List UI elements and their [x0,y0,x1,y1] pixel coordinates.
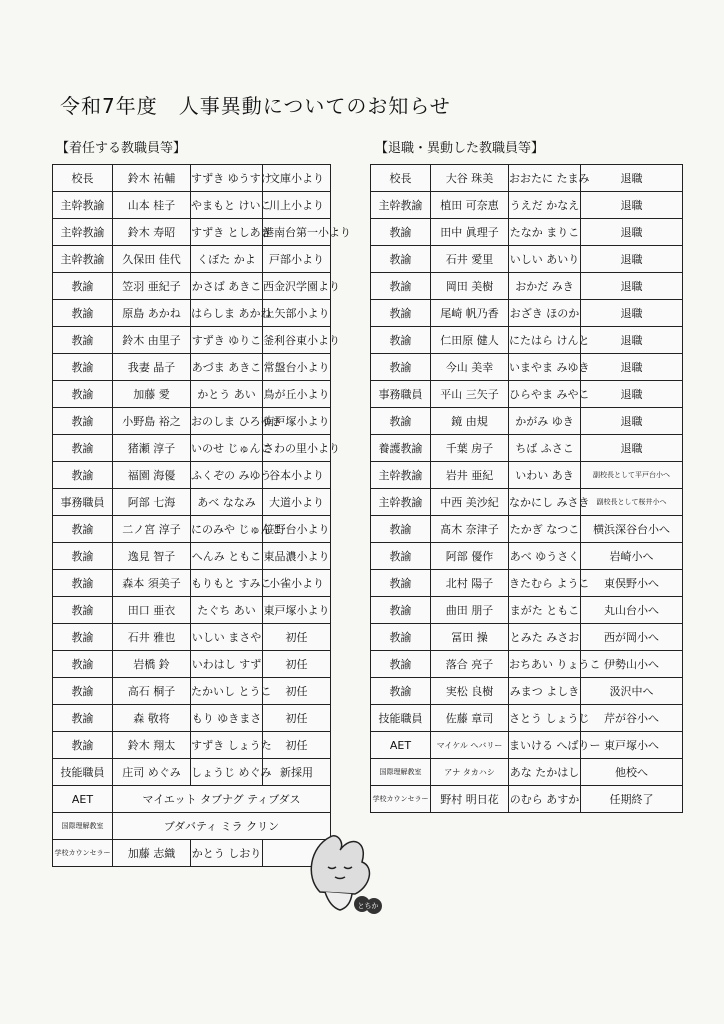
position-cell: 主幹教諭 [371,462,431,489]
previous-school-cell: 文庫小より [263,165,331,192]
kana-cell: うえだ かなえ [509,192,581,219]
name-cell: 森本 須美子 [113,570,191,597]
name-cell: 千葉 房子 [431,435,509,462]
position-cell: 教諭 [53,543,113,570]
kana-cell: かさば あきこ [191,273,263,300]
destination-cell: 丸山台小へ [581,597,683,624]
previous-school-cell: 初任 [263,624,331,651]
name-cell: マイケル ヘバリー [431,732,509,759]
name-cell: 二ノ宮 淳子 [113,516,191,543]
name-cell: 岩井 亜紀 [431,462,509,489]
position-cell: 教諭 [371,543,431,570]
kana-cell: くぼた かよ [191,246,263,273]
position-cell: 教諭 [53,327,113,354]
kana-cell: たかいし とうこ [191,678,263,705]
table-row [371,651,683,678]
destination-cell: 退職 [581,327,683,354]
previous-school-cell: 初任 [263,705,331,732]
kana-cell: たぐち あい [191,597,263,624]
position-cell: 教諭 [53,273,113,300]
table-row [53,759,331,786]
position-cell: 技能職員 [53,759,113,786]
destination-cell: 芹が谷小へ [581,705,683,732]
table-row [53,246,331,273]
position-cell: 主幹教諭 [53,192,113,219]
previous-school-cell: 小雀小より [263,570,331,597]
position-cell: 教諭 [371,678,431,705]
table-row [371,462,683,489]
name-cell: 我妻 晶子 [113,354,191,381]
name-cell: 鈴木 祐輔 [113,165,191,192]
kana-cell: おのしま ひろゆき [191,408,263,435]
kana-cell: にのみや じゅんこ [191,516,263,543]
name-cell: 加藤 志織 [113,840,191,867]
destination-cell: 退職 [581,435,683,462]
previous-school-cell: 西金沢学園より [263,273,331,300]
destination-cell: 副校長として平戸台小へ [581,462,683,489]
destination-cell: 伊勢山小へ [581,651,683,678]
name-cell: 加藤 愛 [113,381,191,408]
position-cell: 教諭 [53,651,113,678]
table-row [371,219,683,246]
previous-school-cell: 大道小より [263,489,331,516]
name-cell: 原島 あかね [113,300,191,327]
previous-school-cell: さわの里小より [263,435,331,462]
table-row [53,354,331,381]
name-cell: 高石 桐子 [113,678,191,705]
kana-cell: すずき ゆうすけ [191,165,263,192]
position-cell: 教諭 [371,516,431,543]
table-row [371,354,683,381]
position-cell: 教諭 [53,732,113,759]
name-cell: 岩橋 鈴 [113,651,191,678]
destination-cell: 他校へ [581,759,683,786]
previous-school-cell: 初任 [263,732,331,759]
name-cell: 野村 明日花 [431,786,509,813]
kana-cell: ちば ふさこ [509,435,581,462]
kana-cell: たかぎ なつこ [509,516,581,543]
previous-school-cell: 港南台第一小より [263,219,331,246]
kana-cell: かとう しおり [191,840,263,867]
position-cell: 教諭 [53,408,113,435]
position-cell: 国際理解教室 [53,813,113,840]
destination-cell: 退職 [581,408,683,435]
table-row [53,489,331,516]
name-cell: 植田 可奈恵 [431,192,509,219]
position-cell: 事務職員 [53,489,113,516]
name-cell: 福園 海優 [113,462,191,489]
name-cell: 平山 三矢子 [431,381,509,408]
table-row [371,597,683,624]
kana-cell: もりもと すみこ [191,570,263,597]
position-cell: 教諭 [371,570,431,597]
position-cell: 教諭 [371,597,431,624]
name-cell: 逸見 智子 [113,543,191,570]
destination-cell: 副校長として桜井小へ [581,489,683,516]
position-cell: 教諭 [371,246,431,273]
kana-cell: へんみ ともこ [191,543,263,570]
kana-cell: しょうじ めぐみ [191,759,263,786]
previous-school-cell: 東戸塚小より [263,597,331,624]
table-row [371,381,683,408]
table-row [53,327,331,354]
kana-cell: まがた ともこ [509,597,581,624]
destination-cell: 退職 [581,246,683,273]
page-title: 令和7年度 人事異動についてのお知らせ [60,94,451,118]
table-row [371,786,683,813]
table-row [53,273,331,300]
kana-cell: もり ゆきまさ [191,705,263,732]
position-cell: 教諭 [53,435,113,462]
position-cell: 教諭 [53,462,113,489]
name-cell: 大谷 珠美 [431,165,509,192]
name-cell: 阿部 七海 [113,489,191,516]
name-cell: アナ タカハシ [431,759,509,786]
destination-cell: 退職 [581,219,683,246]
table-row [53,732,331,759]
name-cell: 鈴木 寿昭 [113,219,191,246]
table-row [53,597,331,624]
table-row [371,678,683,705]
name-cell: 佐藤 章司 [431,705,509,732]
table-row [53,624,331,651]
position-cell: 養護教諭 [371,435,431,462]
name-cell: 今山 美幸 [431,354,509,381]
kana-cell: ひらやま みやこ [509,381,581,408]
position-cell: 学校カウンセラー [53,840,113,867]
name-cell: 落合 亮子 [431,651,509,678]
position-cell: 教諭 [53,381,113,408]
name-cell: 鈴木 由里子 [113,327,191,354]
table-row [371,624,683,651]
table-row [371,300,683,327]
position-cell: 教諭 [53,624,113,651]
table-row [53,165,331,192]
destination-cell: 横浜深谷台小へ [581,516,683,543]
table-row [371,435,683,462]
kana-cell: すずき しょうた [191,732,263,759]
arriving-heading: 【着任する教職員等】 [56,141,187,156]
kana-cell: すずき ゆりこ [191,327,263,354]
table-row [371,705,683,732]
position-cell: 技能職員 [371,705,431,732]
position-cell: 学校カウンセラー [371,786,431,813]
name-cell: 久保田 佳代 [113,246,191,273]
kana-cell: いしい あいり [509,246,581,273]
kana-cell: おおたに たまみ [509,165,581,192]
position-cell: 教諭 [371,651,431,678]
name-cell: 仁田原 健人 [431,327,509,354]
previous-school-cell: 笹野台小より [263,516,331,543]
name-cell: ブダバティ ミラ クリン [113,813,331,840]
position-cell: 主幹教諭 [53,246,113,273]
position-cell: 教諭 [371,219,431,246]
table-row [53,786,331,813]
name-cell: 森 敬将 [113,705,191,732]
kana-cell: あべ ゆうさく [509,543,581,570]
table-row [371,273,683,300]
position-cell: 校長 [53,165,113,192]
name-cell: 阿部 優作 [431,543,509,570]
name-cell: 笠羽 亜紀子 [113,273,191,300]
kana-cell: おかだ みき [509,273,581,300]
kana-cell: かがみ ゆき [509,408,581,435]
position-cell: 教諭 [53,705,113,732]
name-cell: 髙木 奈津子 [431,516,509,543]
name-cell: マイエット タブナグ ティブダス [113,786,331,813]
table-row [371,327,683,354]
destination-cell: 退職 [581,300,683,327]
table-row [371,732,683,759]
previous-school-cell: 鳥が丘小より [263,381,331,408]
previous-school-cell: 戸部小より [263,246,331,273]
kana-cell: みまつ よしき [509,678,581,705]
table-row [371,516,683,543]
kana-cell: かとう あい [191,381,263,408]
name-cell: 北村 陽子 [431,570,509,597]
kana-cell: いわい あき [509,462,581,489]
destination-cell: 退職 [581,273,683,300]
destination-cell: 退職 [581,165,683,192]
kana-cell: いわはし すず [191,651,263,678]
table-row [53,381,331,408]
kana-cell: おちあい りょうこ [509,651,581,678]
position-cell: 教諭 [53,597,113,624]
kana-cell: やまもと けいこ [191,192,263,219]
table-row [371,489,683,516]
name-cell: 石井 雅也 [113,624,191,651]
table-row [53,543,331,570]
position-cell: 主幹教諭 [371,489,431,516]
kana-cell: いしい まさや [191,624,263,651]
name-cell: 鈴木 翔太 [113,732,191,759]
kana-cell: とみた みさお [509,624,581,651]
previous-school-cell: 常盤台小より [263,354,331,381]
name-cell: 鏡 由規 [431,408,509,435]
kana-cell: あづま あきこ [191,354,263,381]
destination-cell: 西が岡小へ [581,624,683,651]
name-cell: 岡田 美樹 [431,273,509,300]
table-row [53,705,331,732]
kana-cell: のむら あすか [509,786,581,813]
name-cell: 中西 美沙紀 [431,489,509,516]
table-row [53,840,331,867]
mascot-badge: とちか [357,902,379,910]
table-row [371,759,683,786]
position-cell: 国際理解教室 [371,759,431,786]
position-cell: 教諭 [371,624,431,651]
table-row [371,192,683,219]
kana-cell: きたむら ようこ [509,570,581,597]
position-cell: 校長 [371,165,431,192]
destination-cell: 東俣野小へ [581,570,683,597]
position-cell: 教諭 [371,408,431,435]
kana-cell: あな たかはし [509,759,581,786]
kana-cell: おざき ほのか [509,300,581,327]
kana-cell: いまやま みゆき [509,354,581,381]
position-cell: AET [371,732,431,759]
table-row [371,570,683,597]
table-row [53,219,331,246]
table-row [53,813,331,840]
position-cell: 教諭 [371,300,431,327]
previous-school-cell: 初任 [263,678,331,705]
destination-cell: 任期終了 [581,786,683,813]
position-cell: 教諭 [371,327,431,354]
kana-cell: すずき としあき [191,219,263,246]
kana-cell: なかにし みさき [509,489,581,516]
name-cell: 庄司 めぐみ [113,759,191,786]
name-cell: 山本 桂子 [113,192,191,219]
position-cell: 教諭 [53,678,113,705]
table-row [53,435,331,462]
school-mascot-icon [290,822,390,922]
name-cell: 冨田 操 [431,624,509,651]
destination-cell: 退職 [581,192,683,219]
name-cell: 田中 眞理子 [431,219,509,246]
name-cell: 石井 愛里 [431,246,509,273]
kana-cell: たなか まりこ [509,219,581,246]
table-row [53,678,331,705]
position-cell: AET [53,786,113,813]
table-row [371,543,683,570]
table-row [53,300,331,327]
table-row [53,570,331,597]
kana-cell: にたはら けんと [509,327,581,354]
previous-school-cell: 東品濃小より [263,543,331,570]
name-cell: 田口 亜衣 [113,597,191,624]
previous-school-cell: 南戸塚小より [263,408,331,435]
position-cell: 教諭 [53,570,113,597]
table-row [371,408,683,435]
name-cell: 尾崎 帆乃香 [431,300,509,327]
position-cell: 事務職員 [371,381,431,408]
leaving-heading: 【退職・異動した教職員等】 [375,141,545,156]
position-cell: 主幹教諭 [53,219,113,246]
destination-cell: 汲沢中へ [581,678,683,705]
previous-school-cell: 上矢部小より [263,300,331,327]
destination-cell: 退職 [581,354,683,381]
position-cell: 主幹教諭 [371,192,431,219]
previous-school-cell: 川上小より [263,192,331,219]
table-row [53,516,331,543]
kana-cell: いのせ じゅんこ [191,435,263,462]
arriving-table [52,164,351,867]
position-cell: 教諭 [53,516,113,543]
destination-cell: 岩崎小へ [581,543,683,570]
position-cell: 教諭 [53,300,113,327]
previous-school-cell: 谷本小より [263,462,331,489]
previous-school-cell: 釜利谷東小より [263,327,331,354]
name-cell: 実松 良樹 [431,678,509,705]
name-cell: 曲田 朋子 [431,597,509,624]
table-row [53,192,331,219]
kana-cell: まいける へばりー [509,732,581,759]
kana-cell: さとう しょうじ [509,705,581,732]
leaving-table [370,164,683,813]
position-cell: 教諭 [371,273,431,300]
table-row [53,408,331,435]
previous-school-cell: 初任 [263,651,331,678]
table-row [371,165,683,192]
kana-cell: はらしま あかね [191,300,263,327]
previous-school-cell: 新採用 [263,759,331,786]
table-row [53,462,331,489]
kana-cell: あべ ななみ [191,489,263,516]
destination-cell: 退職 [581,381,683,408]
destination-cell: 東戸塚小へ [581,732,683,759]
table-row [371,246,683,273]
kana-cell: ふくぞの みゆう [191,462,263,489]
name-cell: 猪瀬 淳子 [113,435,191,462]
table-row [53,651,331,678]
position-cell: 教諭 [371,354,431,381]
position-cell: 教諭 [53,354,113,381]
name-cell: 小野島 裕之 [113,408,191,435]
